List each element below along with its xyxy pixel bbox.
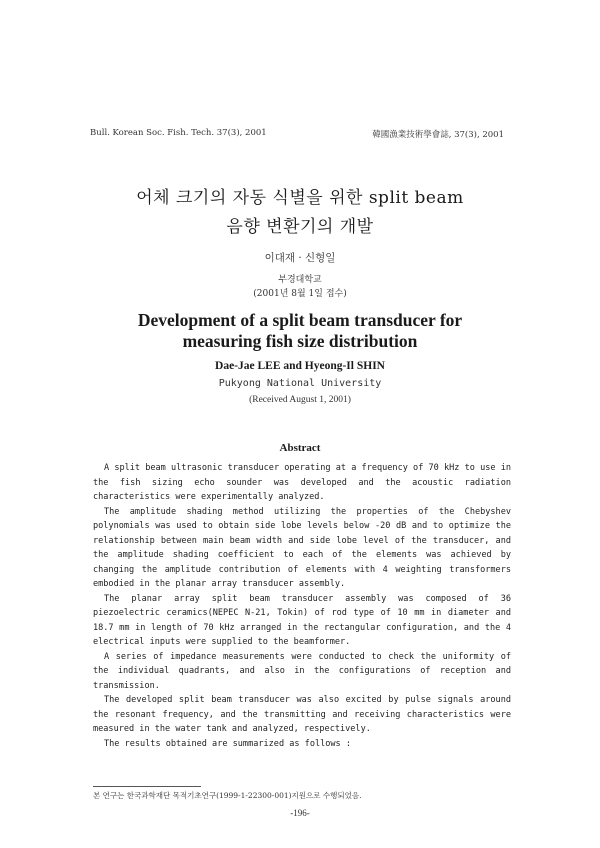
journal-header-english: Bull. Korean Soc. Fish. Tech. 37(3), 2001 — [90, 128, 267, 138]
abstract-paragraph: The developed split beam transducer was also excited by pulse signals around the resonant frequency, and the transmitting and receiving characteristics were measured in the water tank and analyzed, respectively. — [93, 695, 511, 734]
abstract-paragraph: A series of impedance measurements were conducted to check the uniformity of the individual quadrants, and also in the configurations of reception and transmission. — [93, 651, 511, 691]
abstract-paragraph: The planar array split beam transducer assembly was composed of 36 piezoelectric ceramics(NEPEC N-21, Tokin) of rod type of 10 mm in diameter and 18.7 mm in length of 70 kHz arranged in the rectangular configuration, and the 4 electrical inputs were supplied to the beamformer. — [93, 593, 511, 647]
abstract-paragraph: The amplitude shading method utilizing the properties of the Chebyshev polynomials was used to obtain side lobe levels below -20 dB and to optimize the relationship between main beam width and side lobe level of the transducer, and the amplitude shading coefficient to each of the elements was achieved by changing the amplitude contribution of elements with 4 weighting transformers embodied in the planar array transducer assembly. — [93, 506, 511, 589]
abstract-paragraph: The results obtained are summarized as follows : — [104, 738, 351, 749]
affiliation-korean: 부경대학교 — [278, 275, 322, 285]
received-date-english: (Received August 1, 2001) — [249, 395, 351, 405]
authors-english: Dae-Jae LEE and Hyeong-Il SHIN — [215, 360, 385, 372]
title-korean-line-1: 어체 크기의 자동 식별을 위한 split beam — [136, 188, 464, 208]
title-korean-line-2: 음향 변환기의 개발 — [226, 217, 374, 237]
funding-footnote: 본 연구는 한국과학재단 목적기초연구(1999-1-22300-001)지원으로 수행되었음. — [93, 791, 362, 800]
title-english-line-1: Development of a split beam transducer for — [137, 310, 463, 330]
journal-header-korean: 韓國漁業技術學會誌, 37(3), 2001 — [372, 130, 504, 140]
affiliation-english: Pukyong National University — [218, 378, 382, 389]
page-number: -196- — [290, 808, 310, 818]
authors-korean: 이대재 · 신형일 — [264, 252, 336, 264]
title-english-line-2: measuring fish size distribution — [182, 331, 418, 351]
abstract-body — [93, 461, 511, 751]
abstract-heading: Abstract — [279, 442, 321, 454]
abstract-paragraph: A split beam ultrasonic transducer operating at a frequency of 70 kHz to use in the fish sizing echo sounder was developed and the acoustic radiation characteristics were experimentally analyzed. — [93, 463, 511, 502]
footnote-divider — [93, 786, 201, 787]
received-date-korean: (2001년 8월 1일 접수) — [253, 289, 347, 299]
